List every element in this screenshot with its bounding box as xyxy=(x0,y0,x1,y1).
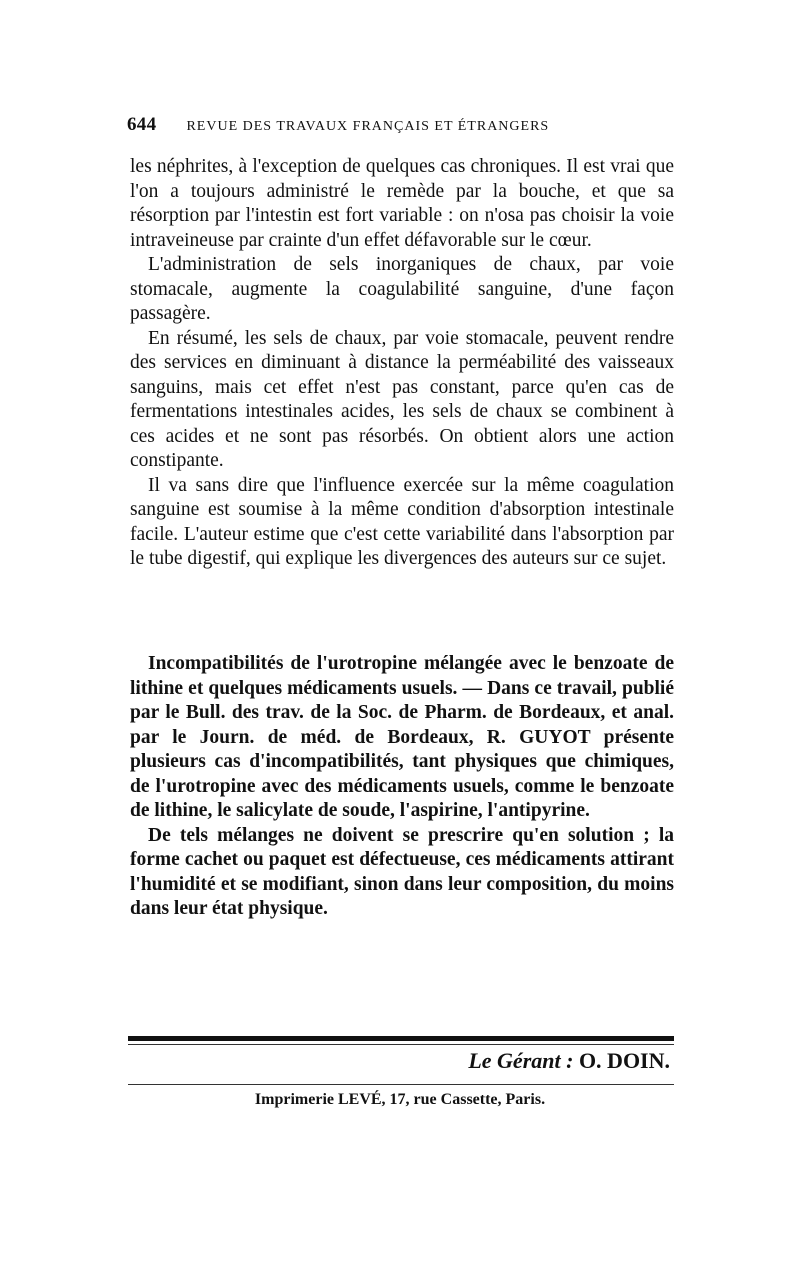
paragraph: les néphrites, à l'exception de quelques cas chroniques. Il est vrai que l'on a toujours administré le remède par la bouche, et que sa résorption par l'intestin est fort variable : on n'osa pas choisir la voie intraveineuse par crainte d'un effet défavorable sur le cœur. xyxy=(130,156,674,251)
gerant-line xyxy=(468,1048,670,1074)
running-title: REVUE DES TRAVAUX FRANÇAIS ET ÉTRANGERS xyxy=(186,119,550,134)
page-number: 644 xyxy=(127,114,157,135)
printer-imprint: Imprimerie LEVÉ, 17, rue Cassette, Paris. xyxy=(254,1091,546,1108)
body-text xyxy=(130,155,674,572)
article-paragraph: Incompatibilités de l'urotropine mélangée avec le benzoate de lithine et quelques médicaments usuels. — Dans ce travail, publié par le Bull. des trav. de la Soc. de Pharm. de Bordeaux, et anal. par le Journ. de méd. de Bordeaux, R. GUYOT présente plusieurs cas d'incompatibilités, tant physiques que chimiques, de l'urotropine avec des médicaments usuels, comme le benzoate de lithine, le salicylate de soude, l'aspirine, l'antipyrine. xyxy=(130,653,674,821)
paragraph: L'administration de sels inorganiques de chaux, par voie stomacale, augmente la coagulabilité sanguine, d'une façon passagère. xyxy=(130,254,674,324)
paragraph: Il va sans dire que l'influence exercée sur la même coagulation sanguine est soumise à la même condition d'absorption intestinale facile. L'auteur estime que c'est cette variabilité dans l'absorption par le tube digestif, qui explique les divergences des auteurs sur ce sujet. xyxy=(130,474,674,569)
paragraph: En résumé, les sels de chaux, par voie stomacale, peuvent rendre des services en diminuant à distance la perméabilité des vaisseaux sanguins, mais cet effet n'est pas constant, parce qu'en cas de fermentations intestinales acides, les sels de chaux se combinent à ces acides et ne sont pas résorbés. On obtient alors une action constipante. xyxy=(130,327,674,471)
footer-rule-bottom xyxy=(128,1084,674,1085)
page-header xyxy=(127,114,672,136)
footer-rule-thick xyxy=(128,1036,674,1041)
gerant-name: O. DOIN. xyxy=(578,1048,670,1073)
article-paragraph: De tels mélanges ne doivent se prescrire qu'en solution ; la forme cachet ou paquet est défectueuse, ces médicaments attirant l'humidité et se modifiant, sinon dans leur composition, du moins dans leur état physique. xyxy=(130,824,674,919)
gerant-label: Le Gérant : xyxy=(468,1048,574,1073)
footer-rule-thin xyxy=(128,1044,674,1045)
article-section xyxy=(130,652,674,922)
